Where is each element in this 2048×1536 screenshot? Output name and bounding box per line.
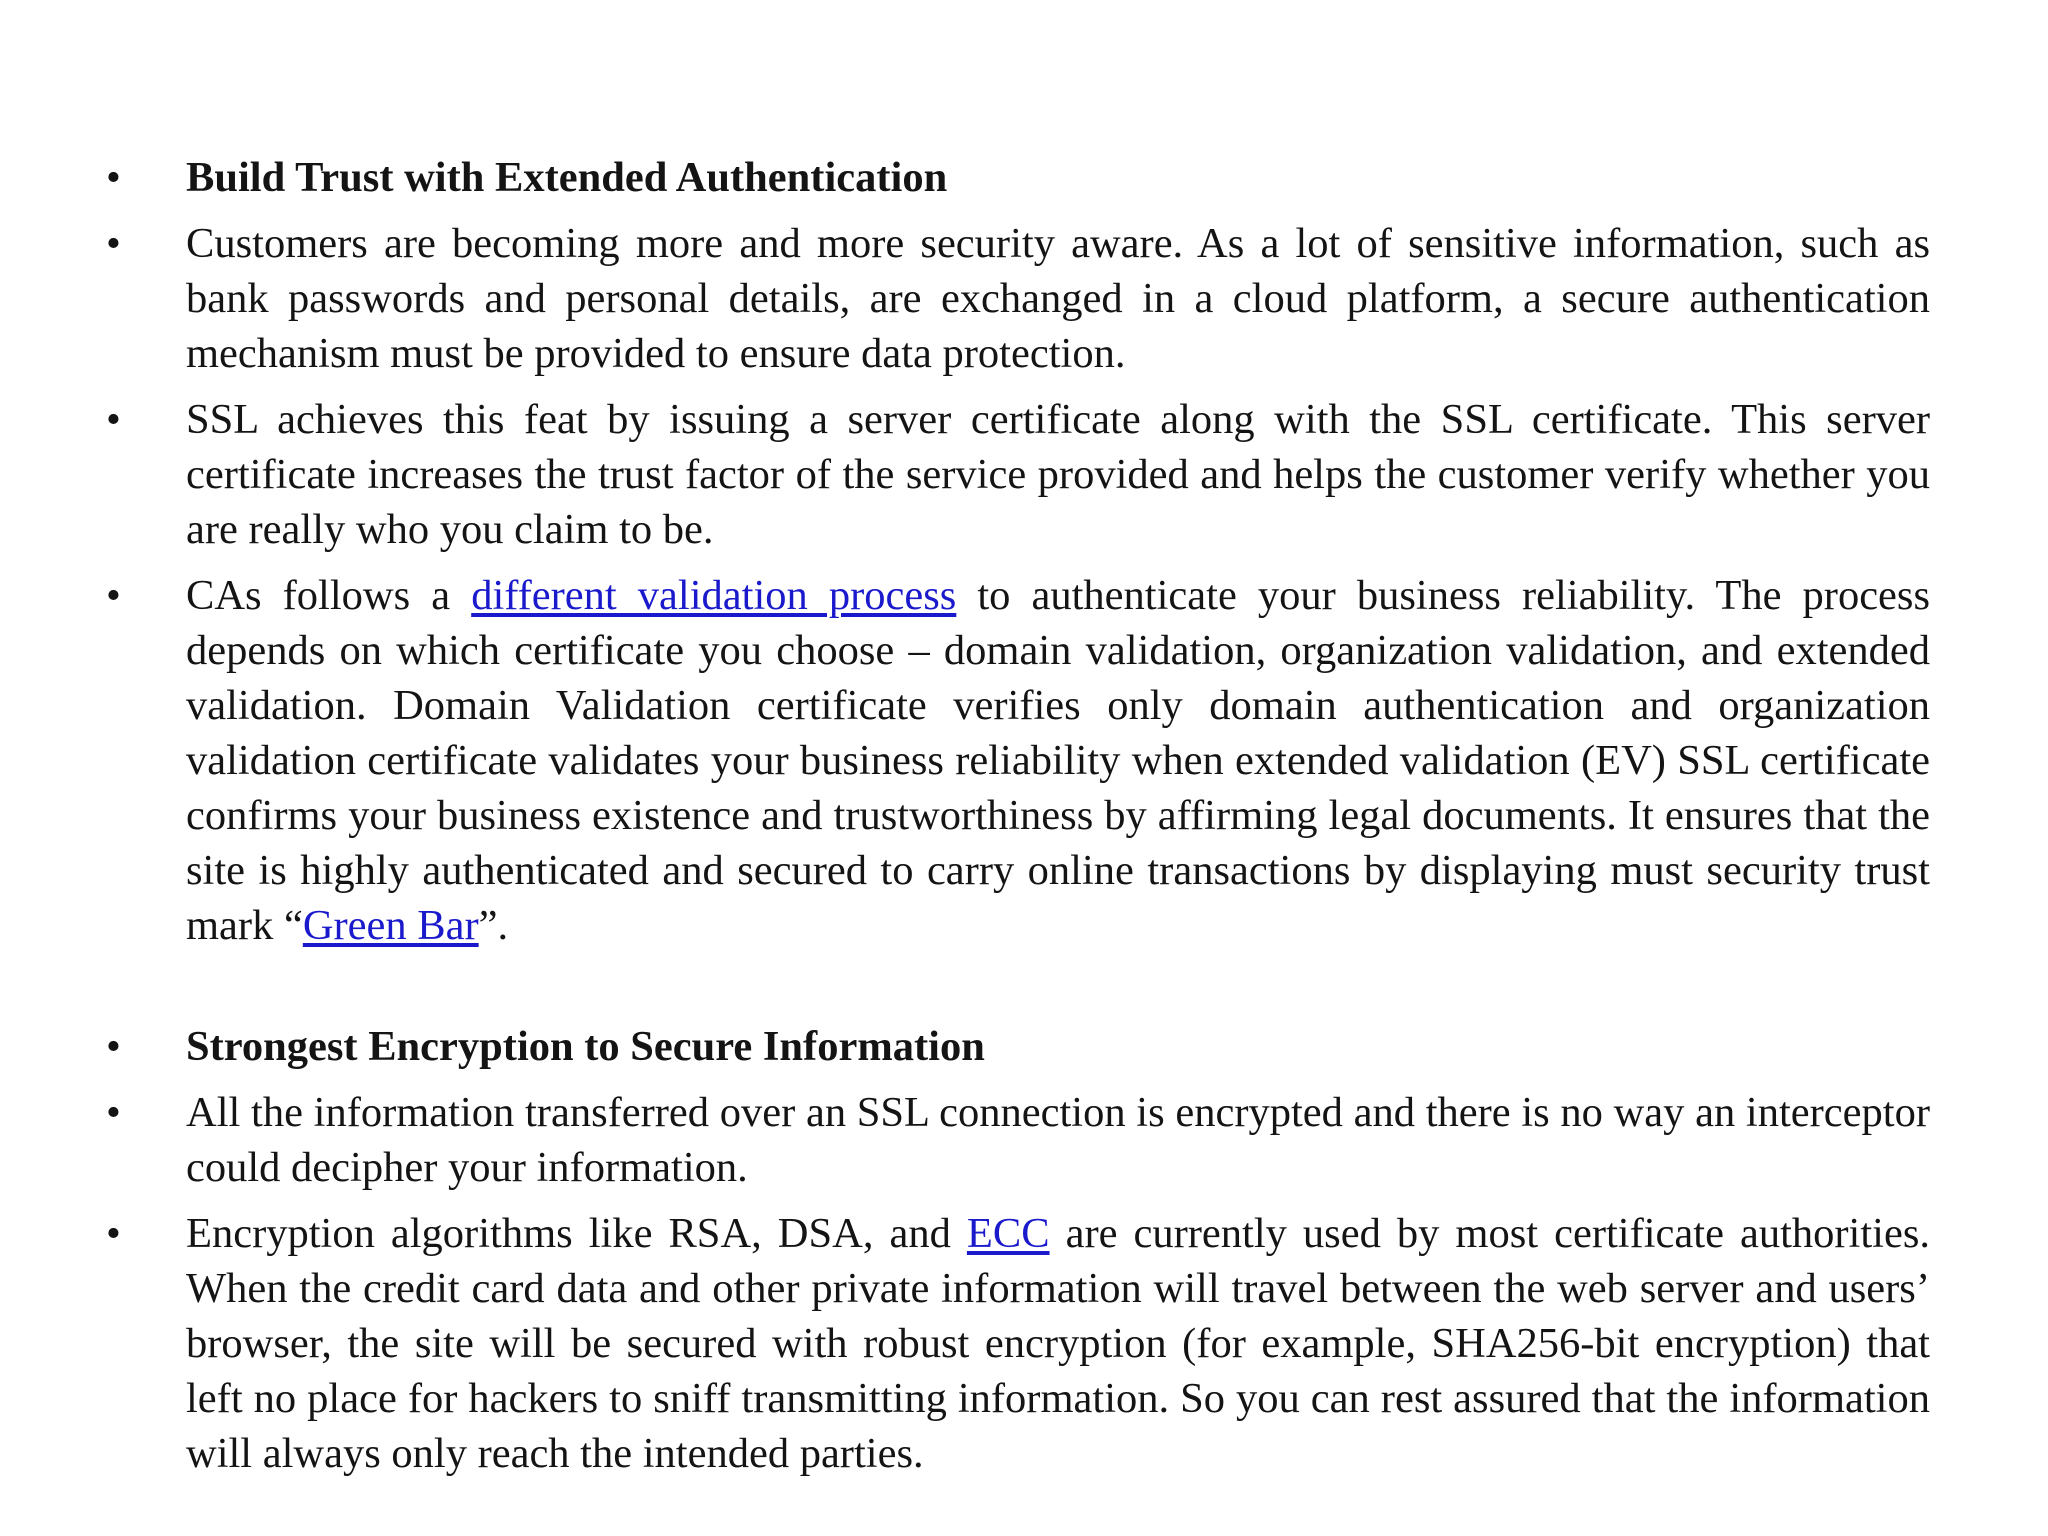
bullet-icon: •: [106, 396, 121, 443]
list-item: [100, 216, 1930, 381]
list-item: [100, 568, 1930, 953]
paragraph-text: Encryption algorithms like RSA, DSA, and: [186, 1210, 967, 1257]
paragraph-text: ”.: [478, 902, 509, 949]
ecc-link[interactable]: ECC: [966, 1210, 1050, 1257]
paragraph-text: Customers are becoming more and more security aware. As a lot of sensitive information, such as bank passwords and personal details, are exchanged in a cloud platform, a secure authentication mechanism must be provided to ensure data protection.: [186, 220, 1930, 377]
bullet-list: [100, 150, 1930, 1492]
paragraph-text: All the information transferred over an SSL connection is encrypted and there is no way an interceptor could decipher your information.: [186, 1089, 1930, 1191]
bullet-icon: •: [106, 154, 121, 201]
bullet-icon: •: [106, 1023, 121, 1070]
paragraph-text: are currently used by most certificate authorities. When the credit card data and other private information will travel between the web server and users’ browser, the site will be secured with robust encryption (for example, SHA256-bit encryption) that left no place for hackers to sniff transmitting information. So you can rest assured that the information will always only reach the intended parties.: [186, 1210, 1931, 1477]
bullet-icon: •: [106, 1210, 121, 1257]
list-item: [100, 392, 1930, 557]
validation-process-link[interactable]: different validation process: [471, 572, 957, 619]
list-item: [100, 1206, 1930, 1481]
section-heading-trust: [100, 150, 1930, 205]
list-item: [100, 1085, 1930, 1195]
paragraph-text: to authenticate your business reliability. The process depends on which certificate you choose – domain validation, organization validation, and extended validation. Domain Validation certificate verifies only domain authentication and organization validation certificate validates your business reliability when extended validation (EV) SSL certificate confirms your business existence and trustworthiness by affirming legal documents. It ensures that the site is highly authenticated and secured to carry online transactions by displaying must security trust mark “: [186, 572, 1930, 949]
bullet-icon: •: [106, 220, 121, 267]
paragraph-text: CAs follows a: [186, 572, 472, 619]
green-bar-link[interactable]: Green Bar: [302, 902, 479, 949]
heading-text: Build Trust with Extended Authentication: [186, 154, 948, 201]
paragraph-text: SSL achieves this feat by issuing a server certificate along with the SSL certificate. This server certificate increases the trust factor of the service provided and helps the customer verify whether you are really who you claim to be.: [186, 396, 1930, 553]
heading-text: Strongest Encryption to Secure Information: [186, 1023, 985, 1070]
bullet-icon: •: [106, 1089, 121, 1136]
section-heading-encryption: [100, 1019, 1930, 1074]
bullet-icon: •: [106, 572, 121, 619]
